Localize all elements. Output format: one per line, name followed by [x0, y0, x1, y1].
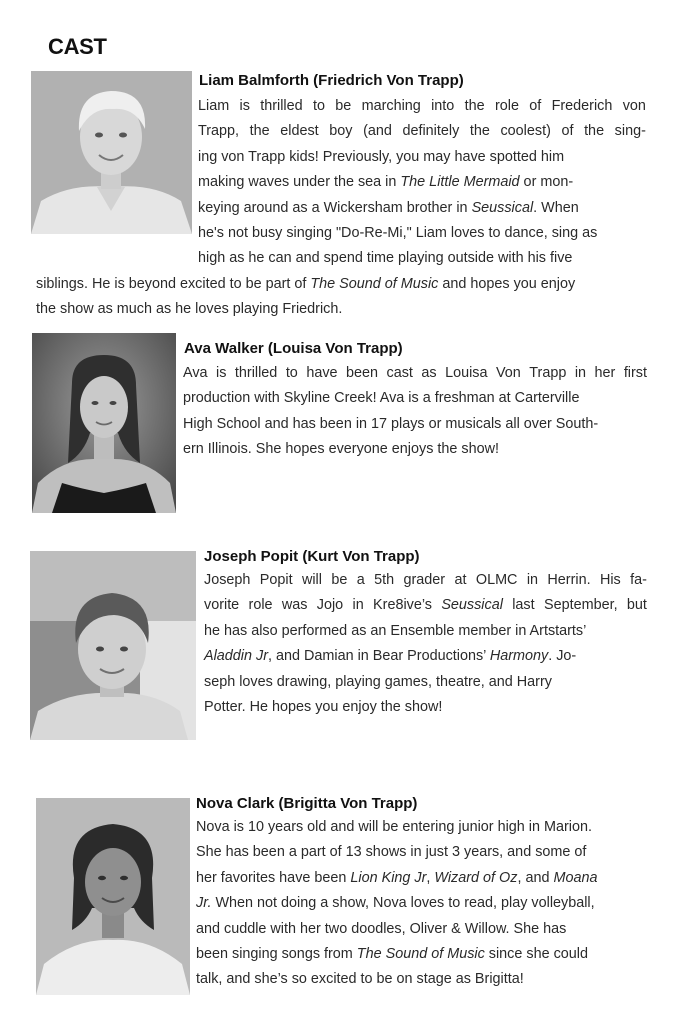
bio-line: keying around as a Wickersham brother in Seussical. When — [198, 199, 579, 216]
cast-name: Joseph Popit (Kurt Von Trapp) — [204, 548, 420, 565]
cast-bio — [183, 361, 647, 463]
bio-line: the show as much as he loves playing Friedrich. — [36, 301, 343, 318]
bio-line: Ava is thrilled to have been cast as Louisa Von Trapp in her first — [183, 365, 647, 381]
cast-name: Ava Walker (Louisa Von Trapp) — [184, 340, 403, 357]
bio-line: production with Skyline Creek! Ava is a freshman at Carterville — [183, 390, 580, 407]
cast-photo — [36, 798, 190, 995]
bio-line: her favorites have been Lion King Jr, Wizard of Oz, and Moana — [196, 869, 598, 886]
cast-name: Liam Balmforth (Friedrich Von Trapp) — [199, 72, 464, 89]
bio-line: Aladdin Jr, and Damian in Bear Productions’ Harmony. Jo- — [204, 648, 577, 665]
cast-bio — [204, 568, 647, 720]
cast-photo — [30, 551, 196, 740]
bio-line: been singing songs from The Sound of Music since she could — [196, 946, 588, 963]
bio-line: Potter. He hopes you enjoy the show! — [204, 699, 443, 716]
bio-line: siblings. He is beyond excited to be part of The Sound of Music and hopes you enjoy — [36, 276, 576, 292]
page-title: CAST — [48, 34, 107, 59]
cast-name: Nova Clark (Brigitta Von Trapp) — [196, 795, 418, 812]
bio-line: making waves under the sea in The Little Mermaid or mon- — [198, 174, 574, 191]
bio-line: high as he can and spend time playing outside with his five — [198, 250, 573, 267]
bio-line: and cuddle with her two doodles, Oliver & Willow. She has — [196, 920, 567, 937]
bio-line: he's not busy singing "Do-Re-Mi," Liam loves to dance, sing as — [198, 225, 598, 242]
bio-line: vorite role was Jojo in Kre8ive’s Seussical last September, but — [204, 597, 647, 614]
cast-bio — [196, 815, 647, 993]
cast-bio — [198, 94, 646, 272]
bio-line: Liam is thrilled to be marching into the role of Frederich von — [198, 98, 646, 114]
cast-photo — [32, 333, 176, 513]
bio-line: Trapp, the eldest boy (and definitely the coolest) of the sing- — [198, 123, 646, 140]
bio-line: ern Illinois. She hopes everyone enjoys the show! — [183, 441, 499, 458]
bio-line: Joseph Popit will be a 5th grader at OLMC in Herrin. His fa- — [204, 572, 647, 588]
cast-photo — [31, 71, 192, 234]
bio-line: High School and has been in 17 plays or musicals all over South- — [183, 415, 599, 432]
bio-line: ing von Trapp kids! Previously, you may have spotted him — [198, 148, 565, 165]
bio-line: seph loves drawing, playing games, theatre, and Harry — [204, 673, 552, 690]
cast-bio-continued — [36, 272, 646, 323]
bio-line: talk, and she’s so excited to be on stage as Brigitta! — [196, 971, 524, 988]
bio-line: Nova is 10 years old and will be entering junior high in Marion. — [196, 819, 592, 835]
bio-line: Jr. When not doing a show, Nova loves to read, play volleyball, — [196, 895, 595, 912]
bio-line: She has been a part of 13 shows in just 3 years, and some of — [196, 844, 587, 861]
bio-line: he has also performed as an Ensemble member in Artstarts’ — [204, 622, 587, 639]
